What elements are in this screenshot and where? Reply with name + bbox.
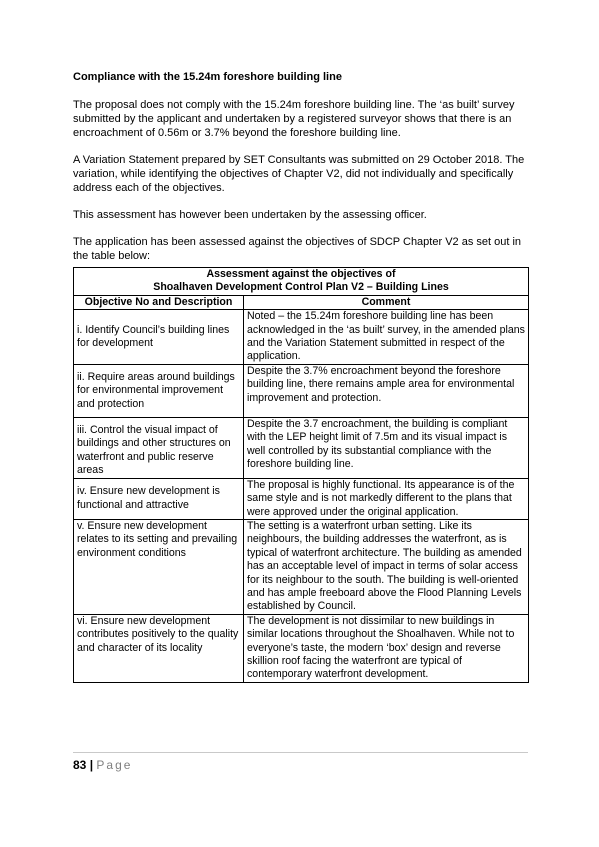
comment-cell: Despite the 3.7% encroachment beyond the foreshore building line, there remains ample area for environmental improvement and protection. (244, 364, 529, 417)
objective-cell: vi. Ensure new development contributes positively to the quality and character of its locality (74, 614, 244, 682)
comment-cell: Despite the 3.7 encroachment, the building is compliant with the LEP height limit of 7.5m and its visual impact is well controlled by its substantial compliance with the foreshore building line. (244, 418, 529, 479)
paragraph-2: A Variation Statement prepared by SET Consultants was submitted on 29 October 2018. The variation, while identifying the objectives of Chapter V2, did not individually and specifically address each of the objectives. (73, 154, 525, 194)
paragraph-1: The proposal does not comply with the 15.24m foreshore building line. The ‘as built’ survey submitted by the applicant and undertaken by a registered surveyor shows that there is an encroachment of 0.56m or 3.7% beyond the foreshore building line. (73, 99, 515, 139)
page-number: 83 (73, 758, 87, 772)
objective-cell: ii. Require areas around buildings for environmental improvement and protection (74, 364, 244, 417)
comment-cell: The proposal is highly functional. Its appearance is of the same style and is not markedly different to the plans that were approved under the original application. (244, 478, 529, 519)
comment-cell: Noted – the 15.24m foreshore building line has been acknowledged in the ‘as built’ survey, in the amended plans and the Variation Statement submitted in respect of the application. (244, 310, 529, 365)
paragraph-4: The application has been assessed against the objectives of SDCP Chapter V2 as set out in the table below: (73, 236, 522, 262)
paragraph-3: This assessment has however been undertaken by the assessing officer. (73, 209, 427, 221)
column-header-comment: Comment (244, 295, 529, 309)
objective-cell: iv. Ensure new development is functional and attractive (74, 478, 244, 519)
table-row (74, 614, 529, 682)
assessment-table (73, 267, 529, 683)
page-word: Page (96, 758, 133, 772)
table-title-line-1: Assessment against the objectives of (206, 268, 396, 280)
column-header-objective: Objective No and Description (74, 295, 244, 309)
table-row (74, 364, 529, 417)
table-row (74, 310, 529, 365)
table-title (74, 268, 529, 296)
comment-cell: The development is not dissimilar to new buildings in similar locations throughout the Shoalhaven. While not to everyone’s taste, the modern ‘box’ design and reverse skillion roof facing the waterfront are typical of contemporary waterfront development. (244, 614, 529, 682)
objective-cell: iii. Control the visual impact of buildings and other structures on waterfront and public reserve areas (74, 418, 244, 479)
table-row (74, 478, 529, 519)
comment-cell: The setting is a waterfront urban setting. Like its neighbours, the building addresses the waterfront, as is typical of waterfront architecture. The building as amended has an acceptable level of impact in terms of solar access for its neighbour to the south. The building is well-oriented and has ample freeboard above the Flood Planning Levels established by Council. (244, 519, 529, 614)
objective-cell: i. Identify Council’s building lines for development (74, 310, 244, 365)
objective-cell: v. Ensure new development relates to its setting and prevailing environment conditions (74, 519, 244, 614)
section-heading: Compliance with the 15.24m foreshore building line (73, 71, 342, 83)
table-title-line-2: Shoalhaven Development Control Plan V2 – Building Lines (153, 281, 449, 294)
table-row (74, 418, 529, 479)
footer-separator: | (86, 758, 97, 772)
document-body (73, 70, 528, 683)
page-footer (73, 758, 132, 772)
table-row (74, 519, 529, 614)
footer-rule (73, 752, 528, 753)
